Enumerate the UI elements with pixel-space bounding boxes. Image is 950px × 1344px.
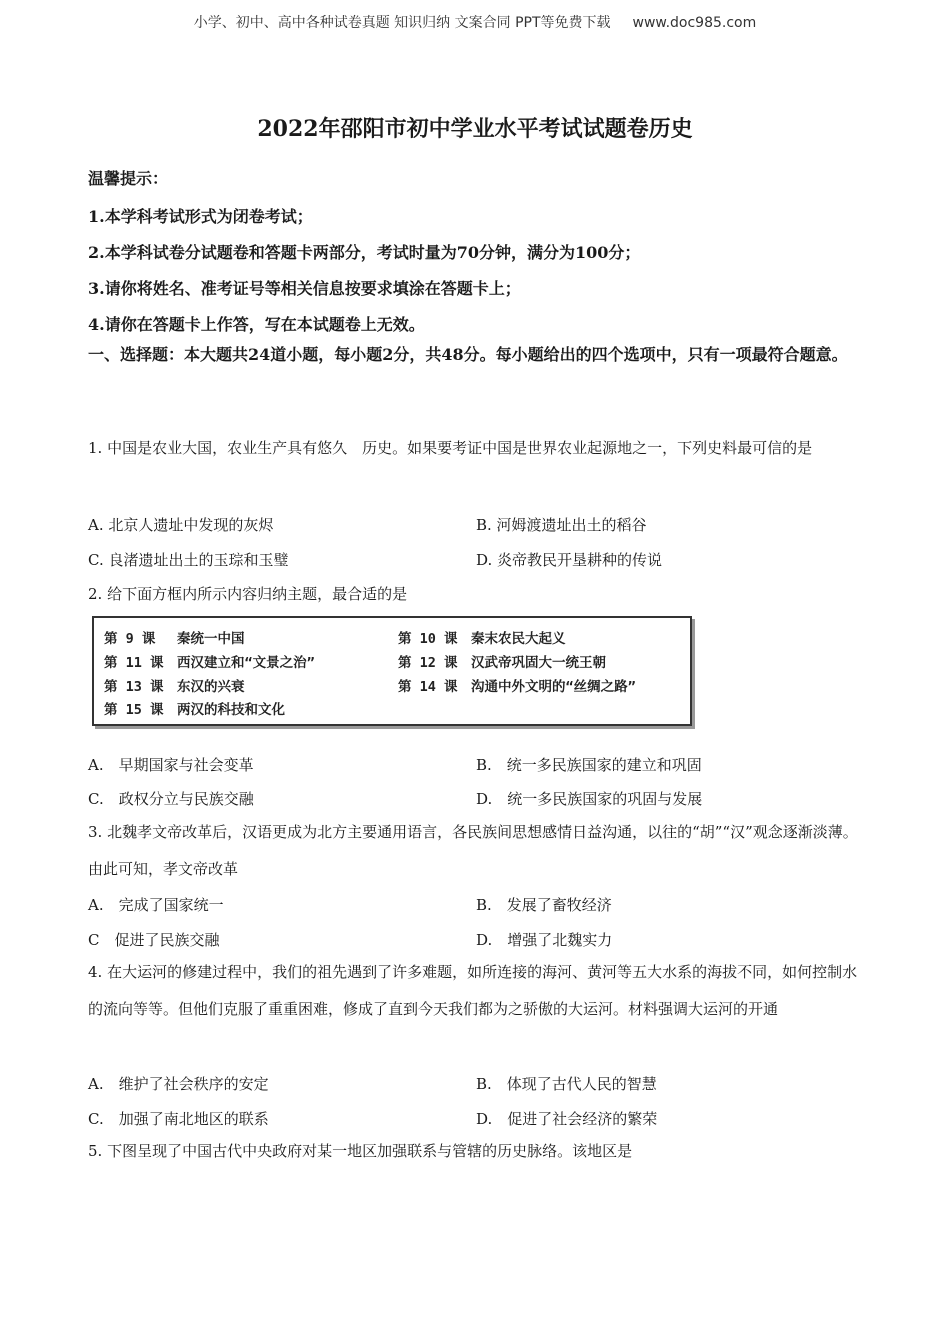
q4-option-c: C. 加强了南北地区的联系 xyxy=(88,1110,269,1128)
notice-item-4: 4.请你在答题卡上作答，写在本试题卷上无效。 xyxy=(88,315,425,334)
question-4-stem: 4. 在大运河的修建过程中，我们的祖先遇到了许多难题，如所连接的海河、黄河等五大水系的海拔不同，如何控制水的流向等等。但他们克服了重重困难，修成了直到今天我们都为之骄傲的大运河。材料强调大运河的开通 xyxy=(88,963,858,1018)
notice-item-1: 1.本学科考试形式为闭卷考试； xyxy=(88,207,313,226)
lesson-9: 第 9 课 秦统一中国 xyxy=(104,631,245,647)
question-5-stem: 5. 下图呈现了中国古代中央政府对某一地区加强联系与管辖的历史脉络。该地区是 xyxy=(88,1142,633,1160)
q4-option-b: B. 体现了古代人民的智慧 xyxy=(476,1075,657,1093)
section-heading: 一、选择题：本大题共24道小题，每小题2分，共48分。每小题给出的四个选项中，只有一项最符合题意。 xyxy=(88,345,848,364)
lesson-list-box xyxy=(92,616,692,726)
header-url[interactable]: www.doc985.com xyxy=(632,15,757,31)
q4-option-d: D. 促进了社会经济的繁荣 xyxy=(476,1110,658,1128)
notice-item-2: 2.本学科试卷分试题卷和答题卡两部分，考试时量为70分钟，满分为100分； xyxy=(88,243,641,262)
q3-option-d: D. 增强了北魏实力 xyxy=(476,931,613,949)
q2-option-b: B. 统一多民族国家的建立和巩固 xyxy=(476,756,702,774)
lesson-14: 第 14 课 沟通中外文明的“丝绸之路” xyxy=(398,679,636,695)
lesson-10: 第 10 课 秦末农民大起义 xyxy=(398,631,566,647)
q1-option-b: B. 河姆渡遗址出土的稻谷 xyxy=(476,516,647,534)
q4-option-a: A. 维护了社会秩序的安定 xyxy=(88,1075,269,1093)
q3-option-a: A. 完成了国家统一 xyxy=(88,896,224,914)
q3-option-c: C 促进了民族交融 xyxy=(88,931,220,949)
lesson-15: 第 15 课 两汉的科技和文化 xyxy=(104,702,286,718)
q1-option-a: A. 北京人遗址中发现的灰烬 xyxy=(88,516,274,534)
header-text: 小学、初中、高中各种试卷真题 知识归纳 文案合同 PPT等免费下载 xyxy=(193,15,611,31)
question-2-stem: 2. 给下面方框内所示内容归纳主题，最合适的是 xyxy=(88,585,408,603)
notice-heading: 温馨提示： xyxy=(88,169,169,188)
lesson-11: 第 11 课 西汉建立和“文景之治” xyxy=(104,655,315,671)
q1-option-d: D. 炎帝教民开垦耕种的传说 xyxy=(476,551,663,569)
q1-option-c: C. 良渚遗址出土的玉琮和玉璧 xyxy=(88,551,289,569)
q2-option-c: C. 政权分立与民族交融 xyxy=(88,790,254,808)
lesson-12: 第 12 课 汉武帝巩固大一统王朝 xyxy=(398,655,607,671)
q2-option-d: D. 统一多民族国家的巩固与发展 xyxy=(476,790,703,808)
question-3-stem: 3. 北魏孝文帝改革后，汉语更成为北方主要通用语言，各民族间思想感情日益沟通，以往的“胡”“汉”观念逐渐淡薄。由此可知，孝文帝改革 xyxy=(88,823,858,878)
q2-option-a: A. 早期国家与社会变革 xyxy=(88,756,254,774)
q3-option-b: B. 发展了畜牧经济 xyxy=(476,896,612,914)
lesson-13: 第 13 课 东汉的兴衰 xyxy=(104,679,245,695)
notice-item-3: 3.请你将姓名、准考证号等相关信息按要求填涂在答题卡上； xyxy=(88,279,521,298)
exam-title: 2022年邵阳市初中学业水平考试试题卷历史 xyxy=(257,116,693,142)
page-header xyxy=(0,12,950,32)
question-1-stem: 1. 中国是农业大国，农业生产具有悠久 历史。如果要考证中国是世界农业起源地之一，下列史料最可信的是 xyxy=(88,439,813,457)
